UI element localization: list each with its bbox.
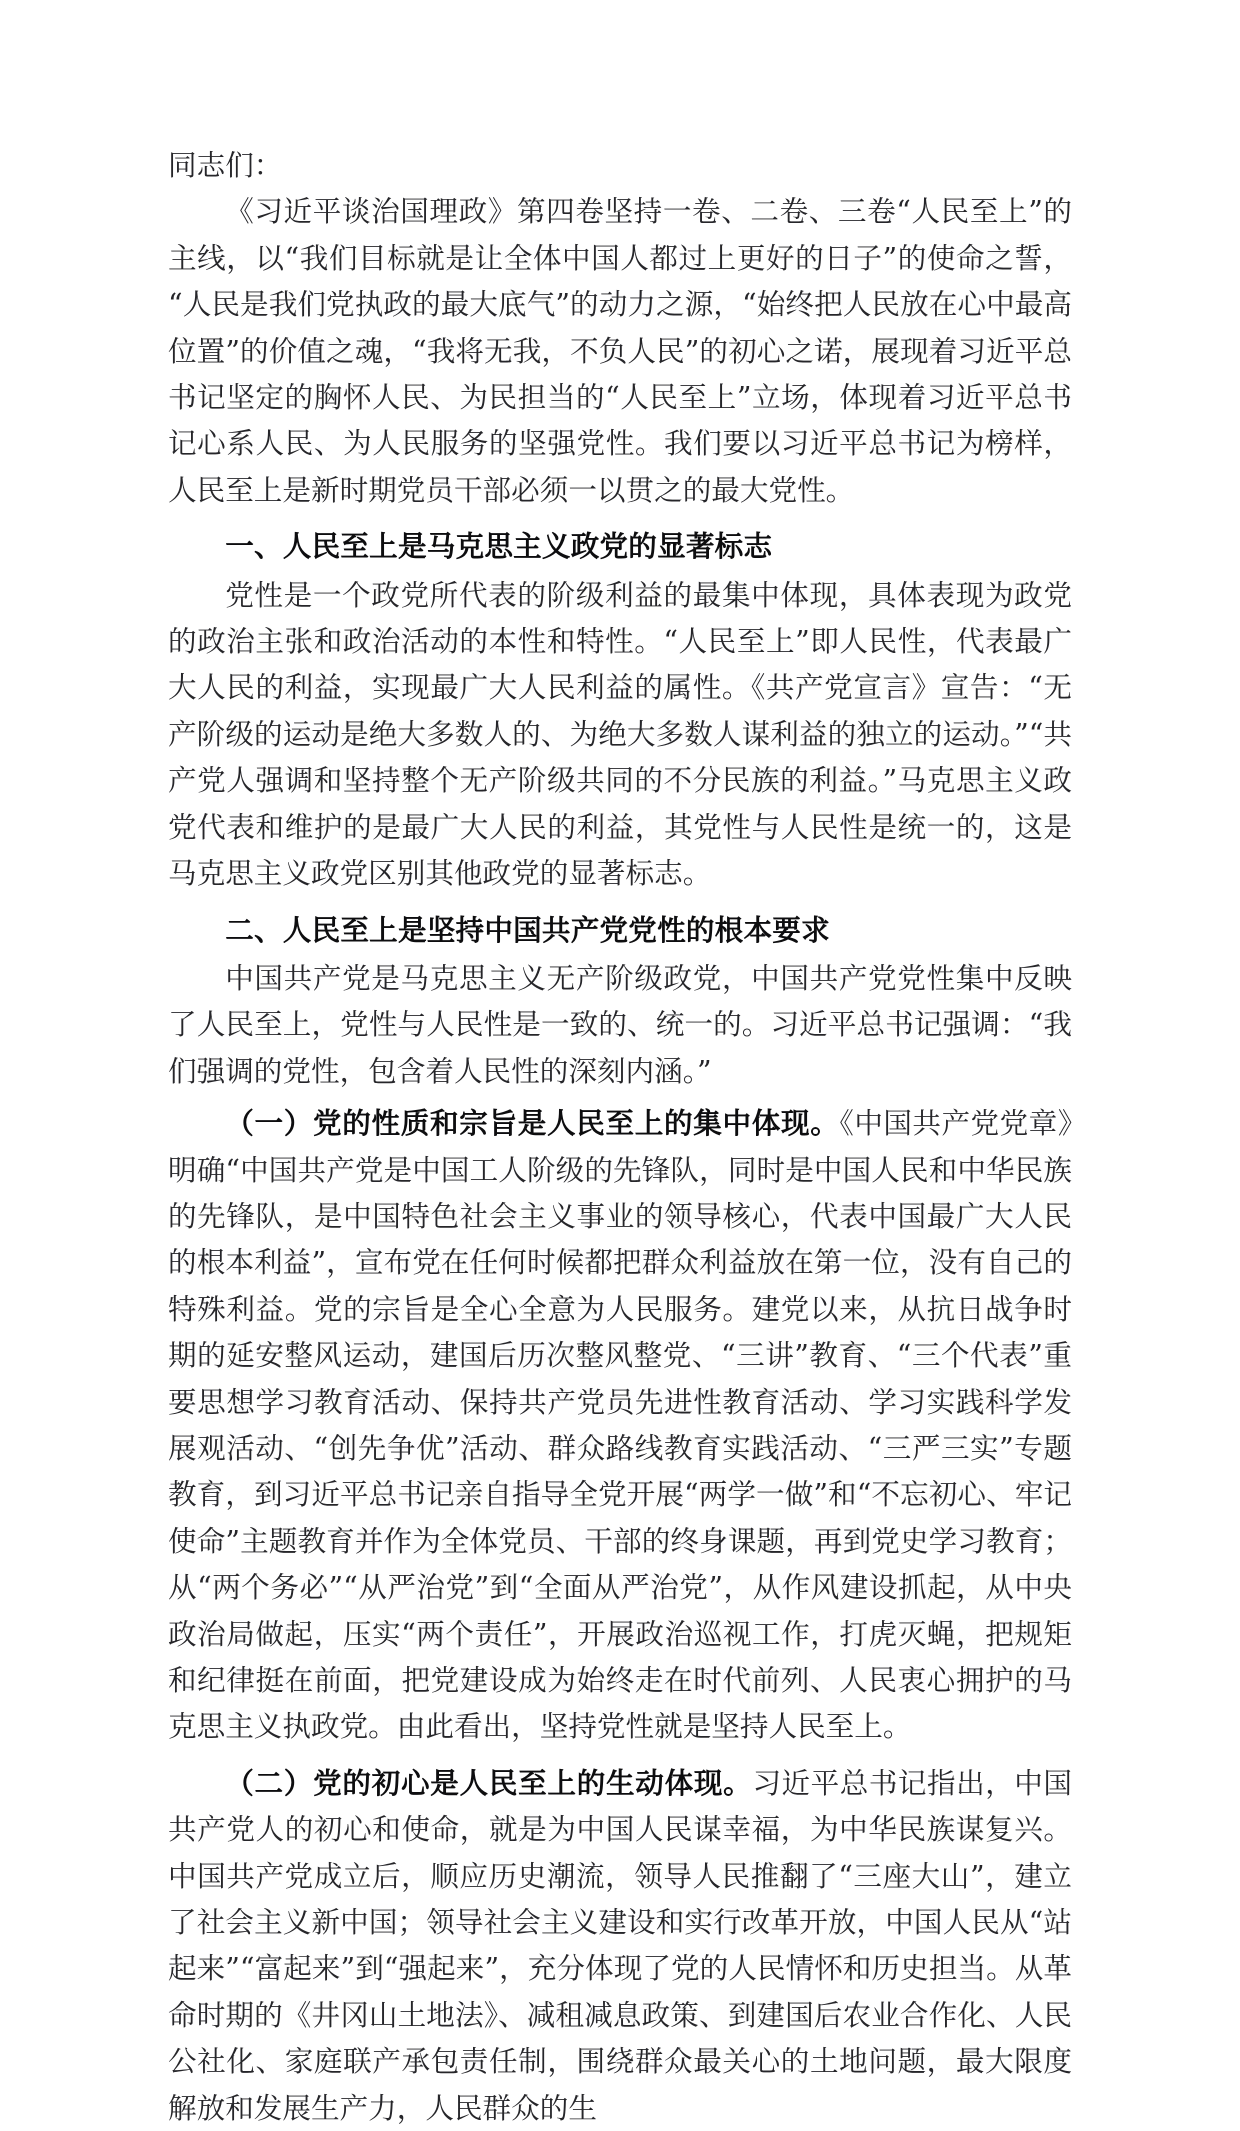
section-heading-2: 二、人民至上是坚持中国共产党党性的根本要求	[225, 912, 830, 947]
spacer	[168, 513, 1072, 519]
section-body-1: 党性是一个政党所代表的阶级利益的最集中体现，具体表现为政党的政治主张和政治活动的本性和特性。“人民至上”即人民性，代表最广大人民的利益，实现最广大人民利益的属性。《共产党宣言》宣告：“无产阶级的运动是绝大多数人的、为绝大多数人谋利益的独立的运动。”“共产党人强调和坚持整个无产阶级共同的不分民族的利益。”马克思主义政党代表和维护的是最广大人民的利益，其党性与人民性是统一的，这是马克思主义政党区别其他政党的显著标志。	[168, 577, 1072, 891]
document-body	[168, 142, 1072, 2131]
subsection-1-body: 《中国共产党党章》明确“中国共产党是中国工人阶级的先锋队，同时是中国人民和中华民族的先锋队，是中国特色社会主义事业的领导核心，代表中国最广大人民的根本利益”，宣布党在任何时候都把群众利益放在第一位，没有自己的特殊利益。党的宗旨是全心全意为人民服务。建党以来，从抗日战争时期的延安整风运动，建国后历次整风整党、“三讲”教育、“三个代表”重要思想学习教育活动、保持共产党员先进性教育活动、学习实践科学发展观活动、“创先争优”活动、群众路线教育实践活动、“三严三实”专题教育，到习近平总书记亲自指导全党开展“两学一做”和“不忘初心、牢记使命”主题教育并作为全体党员、干部的终身课题，再到党史学习教育；从“两个务必”“从严治党”到“全面从严治党”，从作风建设抓起，从中央政治局做起，压实“两个责任”，开展政治巡视工作，打虎灭蝇，把规矩和纪律挺在前面，把党建设成为始终走在时代前列、人民衷心拥护的马克思主义执政党。由此看出，坚持党性就是坚持人民至上。	[168, 1106, 1073, 1744]
subsection-1	[168, 1100, 1072, 1750]
spacer	[168, 897, 1072, 903]
section-body-2: 中国共产党是马克思主义无产阶级政党，中国共产党党性集中反映了人民至上，党性与人民性是一致的、统一的。习近平总书记强调：“我们强调的党性，包含着人民性的深刻内涵。”	[168, 960, 1072, 1088]
subsection-2	[168, 1760, 1072, 2131]
subsection-2-body: 习近平总书记指出，中国共产党人的初心和使命，就是为中国人民谋幸福，为中华民族谋复兴。中国共产党成立后，顺应历史潮流，领导人民推翻了“三座大山”，建立了社会主义新中国；领导社会主义建设和实行改革开放，中国人民从“站起来”“富起来”到“强起来”，充分体现了党的人民情怀和历史担当。从革命时期的《井冈山土地法》、减租减息政策、到建国后农业合作化、人民公社化、家庭联产承包责任制，围绕群众最关心的土地问题，最大限度解放和发展生产力，人民群众的生	[168, 1765, 1072, 2125]
intro-paragraph: 《习近平谈治国理政》第四卷坚持一卷、二卷、三卷“人民至上”的主线，以“我们目标就是让全体中国人都过上更好的日子”的使命之誓，“人民是我们党执政的最大底气”的动力之源，“始终把人民放在心中最高位置”的价值之魂，“我将无我，不负人民”的初心之诺，展现着习近平总书记坚定的胸怀人民、为民担当的“人民至上”立场，体现着习近平总书记心系人民、为人民服务的坚强党性。我们要以习近平总书记为榜样，人民至上是新时期党员干部必须一以贯之的最大党性。	[168, 194, 1072, 507]
subsection-2-lead: （二）党的初心是人民至上的生动体现。	[225, 1765, 753, 1800]
subsection-1-lead: （一）党的性质和宗旨是人民至上的集中体现。	[225, 1106, 840, 1141]
salutation: 同志们：	[168, 148, 283, 182]
spacer	[168, 1750, 1072, 1760]
section-heading-1: 一、人民至上是马克思主义政党的显著标志	[225, 529, 773, 564]
